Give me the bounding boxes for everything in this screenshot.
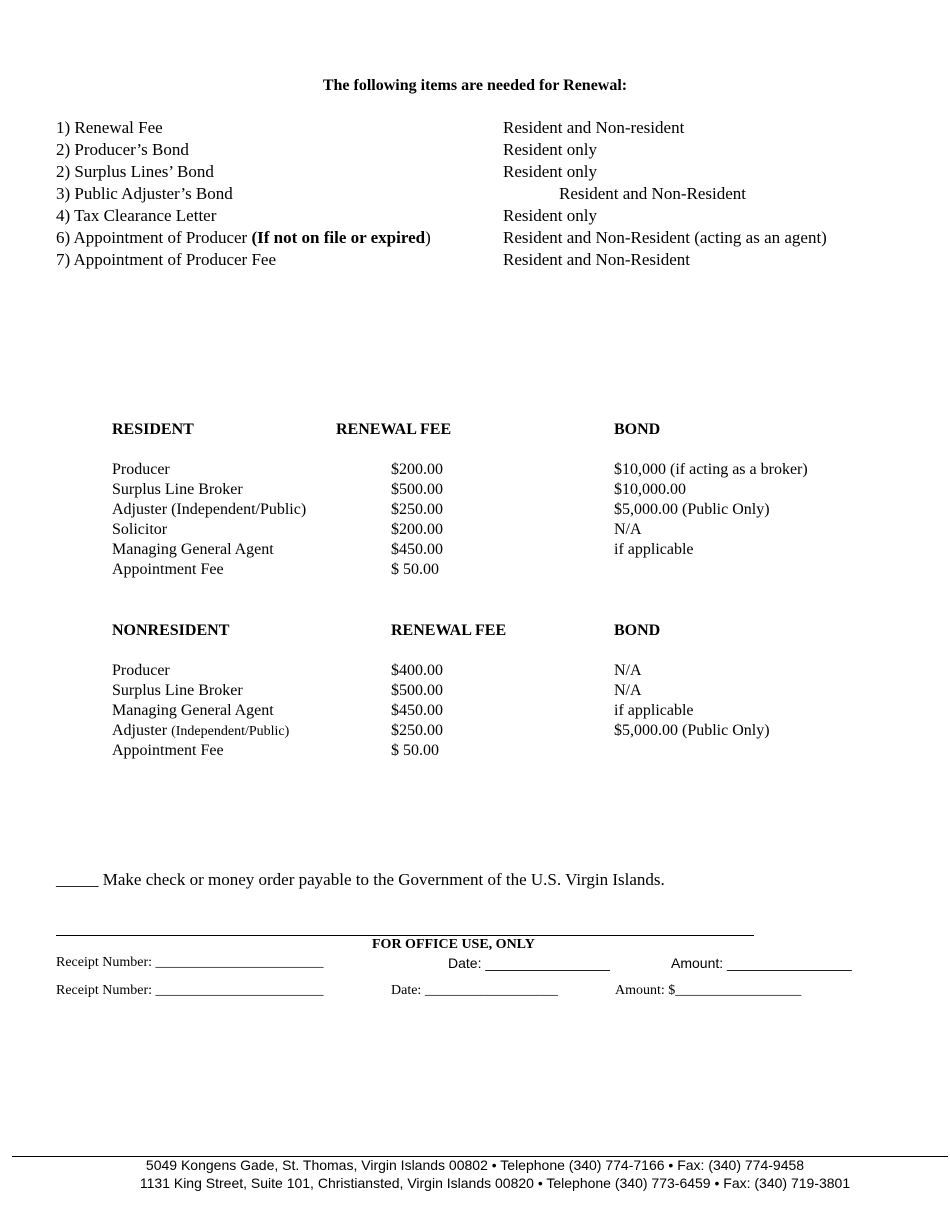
table-cell-fee: $400.00 — [391, 662, 443, 679]
list-item-applies: Resident and Non-Resident — [503, 250, 690, 269]
table-cell-type: Surplus Line Broker — [112, 682, 243, 699]
table-cell-type: Surplus Line Broker — [112, 481, 243, 498]
column-header-bond: BOND — [614, 622, 661, 639]
list-item-applies: Resident and Non-Resident — [559, 184, 746, 203]
table-cell-type: Adjuster (Independent/Public) — [112, 501, 307, 518]
list-item-label: 1) Renewal Fee — [56, 118, 163, 137]
footer-address-christiansted: 1131 King Street, Suite 101, Christiansted, Virgin Islands 00820 • Telephone (340) 773-6459 • Fax: (340) 719-3801 — [139, 1175, 851, 1191]
payment-instruction — [56, 870, 665, 890]
receipt-number-field[interactable]: Receipt Number: ________________________ — [56, 955, 324, 970]
type-text: Adjuster — [112, 722, 172, 739]
list-item-label: 7) Appointment of Producer Fee — [56, 250, 277, 269]
table-cell-type: Managing General Agent — [112, 702, 274, 719]
list-item-applies: Resident and Non-Resident (acting as an agent) — [503, 228, 827, 247]
table-cell-bond: $5,000.00 (Public Only) — [614, 501, 770, 518]
table-cell-type: Appointment Fee — [112, 561, 224, 578]
list-item-applies: Resident only — [503, 140, 597, 159]
table-cell-bond: N/A — [614, 662, 642, 679]
list-item-label — [56, 227, 431, 249]
list-item-applies: Resident and Non-resident — [503, 118, 685, 137]
table-cell-type: Solicitor — [112, 521, 168, 538]
table-cell-bond: $10,000.00 — [614, 481, 686, 498]
office-divider — [56, 935, 754, 936]
payment-text: Make check or money order payable to the Government of the U.S. Virgin Islands. — [102, 870, 665, 889]
table-cell-fee: $500.00 — [391, 682, 443, 699]
payment-checkbox-blank[interactable]: _____ — [56, 870, 99, 889]
date-field[interactable]: Date: ________________ — [448, 955, 610, 971]
table-cell-bond: N/A — [614, 682, 642, 699]
list-item-applies: Resident only — [503, 162, 597, 181]
amount-field[interactable]: Amount: $__________________ — [615, 983, 802, 998]
table-cell-fee: $450.00 — [391, 702, 443, 719]
column-header-bond: BOND — [614, 421, 661, 438]
table-cell-bond: N/A — [614, 521, 642, 538]
column-header-fee: RENEWAL FEE — [391, 622, 507, 639]
list-item-label: 4) Tax Clearance Letter — [56, 206, 217, 225]
table-cell-fee: $200.00 — [391, 521, 443, 538]
list-item-label: 3) Public Adjuster’s Bond — [56, 184, 233, 203]
amount-field[interactable]: Amount: ________________ — [671, 955, 852, 971]
page-title: The following items are needed for Renewal: — [322, 77, 628, 94]
list-item-label: 2) Surplus Lines’ Bond — [56, 162, 214, 181]
column-header-type: NONRESIDENT — [112, 622, 230, 639]
label-text: 6) Appointment of Producer — [56, 228, 252, 247]
table-cell-type — [112, 721, 289, 742]
table-cell-bond: $5,000.00 (Public Only) — [614, 722, 770, 739]
table-cell-bond: if applicable — [614, 541, 694, 558]
office-use-title: FOR OFFICE USE, ONLY — [372, 937, 535, 952]
column-header-fee: RENEWAL FEE — [336, 421, 452, 438]
table-cell-fee: $250.00 — [391, 722, 443, 739]
list-item-applies: Resident only — [503, 206, 597, 225]
table-cell-fee: $500.00 — [391, 481, 443, 498]
table-cell-type: Managing General Agent — [112, 541, 274, 558]
list-item-label: 2) Producer’s Bond — [56, 140, 189, 159]
label-emphasis: (If not on file or expired — [251, 228, 426, 247]
table-cell-fee: $ 50.00 — [391, 561, 439, 578]
table-cell-bond: $10,000 (if acting as a broker) — [614, 461, 808, 478]
table-cell-fee: $450.00 — [391, 541, 443, 558]
date-field[interactable]: Date: ___________________ — [391, 983, 558, 998]
label-text: ) — [425, 228, 431, 247]
table-cell-fee: $ 50.00 — [391, 742, 439, 759]
type-text-small: (Independent/Public) — [171, 724, 290, 739]
footer-address-st-thomas: 5049 Kongens Gade, St. Thomas, Virgin Islands 00802 • Telephone (340) 774-7166 • Fax: (340) 774-9458 — [145, 1157, 805, 1173]
table-cell-type: Producer — [112, 461, 170, 478]
table-cell-fee: $250.00 — [391, 501, 443, 518]
receipt-number-field[interactable]: Receipt Number: ________________________ — [56, 983, 324, 998]
table-cell-type: Producer — [112, 662, 170, 679]
table-cell-fee: $200.00 — [391, 461, 443, 478]
table-cell-bond: if applicable — [614, 702, 694, 719]
column-header-type: RESIDENT — [112, 421, 194, 438]
table-cell-type: Appointment Fee — [112, 742, 224, 759]
